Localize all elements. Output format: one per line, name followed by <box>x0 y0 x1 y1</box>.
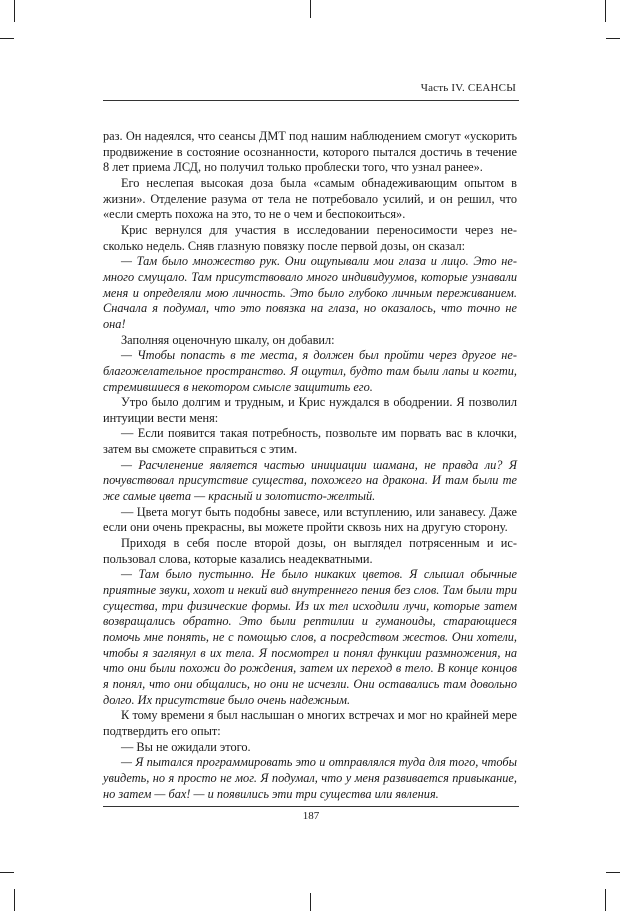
paragraph-13: К тому времени я был наслышан о многих встречах и мог но крайней мере подтвердить его опыт: <box>103 708 517 738</box>
paragraph-2: Его неслепая высокая доза была «самым обнадеживающим опытом в жизни». Отделение разума от тела не потребовало усилий, и он решил, что «если смерть похожа на это, то не о чем и беспокоиться». <box>103 175 517 222</box>
page-number: 187 <box>302 810 320 822</box>
crop-mark-bottom-left-vertical <box>14 889 15 911</box>
footer-rule <box>103 806 519 807</box>
quote-paragraph-6: — Чтобы попасть в те места, я должен был пройти через другое неблагожелательное пространство. Я ощутил, будто там были лапы и когти, стремившиеся в некотором смысле защитить его. <box>103 348 517 394</box>
paragraph-10: — Цвета могут быть подобны завесе, или вступлению, или занавесу. Даже если они очень прекрасны, вы можете пройти сквозь них на другую сторону. <box>103 504 517 535</box>
crop-mark-bottom-right <box>606 872 620 873</box>
paragraph-7: Утро было долгим и трудным, и Крис нуждался в ободрении. Я позволил интуиции вести меня: <box>103 395 517 425</box>
paragraph-14: — Вы не ожидали этого. <box>121 739 251 754</box>
paragraph-11: Приходя в себя после второй дозы, он выглядел потрясенным и использовал слова, которые казались неадекватными. <box>103 536 517 566</box>
quote-paragraph-4: — Там было множество рук. Они ощупывали мои глаза и лицо. Это немного смущало. Там присутствовало много индивидуумов, которые узнавали меня и определяли мою личность. Это было глубоко личным переживанием. Сначала я подумал, что это повязка на глаза, но оказалось, что точно не она! <box>103 254 517 331</box>
page-body <box>103 129 517 802</box>
crop-mark-bottom-left <box>0 872 14 873</box>
paragraph-3: Крис вернулся для участия в исследовании переносимости через несколько недель. Сняв глазную повязку после первой дозы, он сказал: <box>103 222 517 253</box>
running-header: Часть IV. СЕАНСЫ <box>420 82 516 94</box>
paragraph-1: раз. Он надеялся, что сеансы ДМТ под нашим наблюдением смогут «ускорить продвижение в состояние осознанности, которого пытался достичь в течение 8 лет приема ЛСД, но получил только проблески того, что узнал ранее». <box>103 129 517 175</box>
paragraph-5: Заполняя оценочную шкалу, он добавил: <box>121 332 335 347</box>
header-rule <box>103 100 519 101</box>
quote-paragraph-15: — Я пытался программировать это и отправлялся туда для того, чтобы увидеть, но я просто не мог. Я подумал, что у меня развивается привыкание, но затем — бах! — и появились эти три существа или явления. <box>103 755 517 801</box>
paragraph-8: — Если появится такая потребность, позвольте им порвать вас в клочки, затем вы сможете справиться с этим. <box>103 426 517 457</box>
crop-mark-bottom-center <box>310 893 311 911</box>
quote-paragraph-9: — Расчленение является частью инициации шамана, не правда ли? Я почувствовал присутствие существа, похожего на дракона. И там были те же самые цвета — красный и золотисто-желтый. <box>103 457 517 504</box>
crop-mark-top-left <box>0 38 14 39</box>
crop-mark-top-center <box>310 0 311 18</box>
quote-paragraph-12: — Там было пустынно. Не было никаких цветов. Я слышал обычные приятные звуки, хохот и некий вид внутреннего пения без слов. Там были три существа, три физические формы. Из их тел исходили лучи, которые затем возвращались обратно. Это были рептилии и гуманоиды, старающиеся помочь мне понять, не с помощью слов, а посредством жестов. Они хотели, чтобы я заглянул в их тела. Я посмотрел и понял функции размножения, на что они были похожи до рождения, затем их переход в тело. В конце концов я понял, что они общались, но они не исчезли. Они оставались там довольно долго. Их присутствие было очень надежным. <box>103 567 517 707</box>
crop-mark-top-right <box>606 38 620 39</box>
crop-mark-top-right-vertical <box>605 0 606 22</box>
crop-mark-bottom-right-vertical <box>605 889 606 911</box>
crop-mark-top-left-vertical <box>14 0 15 22</box>
